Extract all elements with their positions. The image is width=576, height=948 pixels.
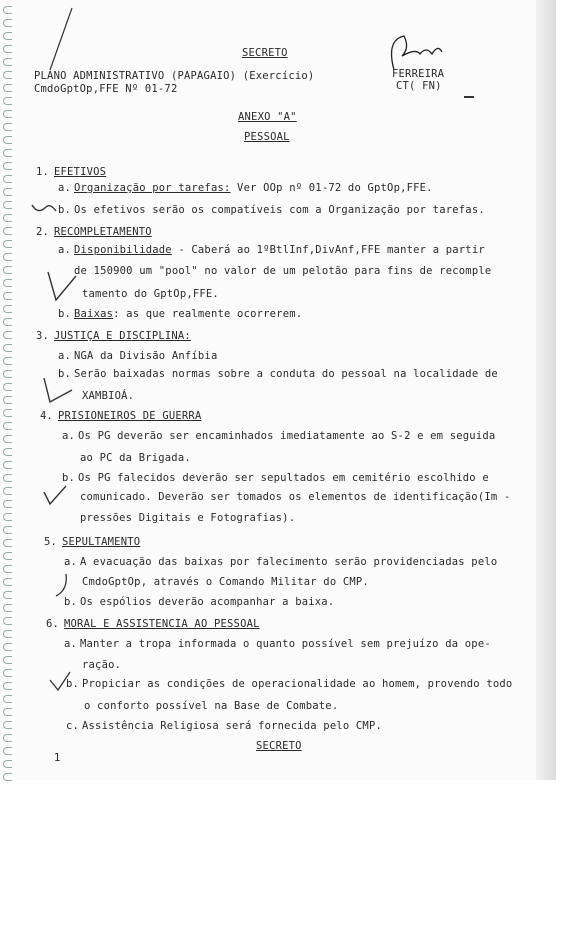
item-text: Serão baixadas normas sobre a conduta do pessoal na localidade de bbox=[74, 368, 498, 380]
item-text: de 150900 um "pool" no valor de um pelotão para fins de recomple bbox=[74, 265, 492, 277]
section-number: 4. bbox=[40, 410, 54, 422]
margin-slash-mark bbox=[20, 0, 80, 120]
item-text: ao PC da Brigada. bbox=[80, 452, 191, 464]
item-text: Assistência Religiosa será fornecida pelo CMP. bbox=[82, 720, 382, 732]
binding-hole bbox=[3, 266, 12, 274]
binding-hole bbox=[3, 409, 12, 417]
annex-title: PESSOAL bbox=[244, 131, 290, 143]
item-text: ração. bbox=[82, 659, 122, 671]
binding-hole bbox=[3, 695, 12, 703]
item-text: Os PG deverão ser encaminhados imediatamente ao S-2 e em seguida bbox=[78, 430, 496, 442]
binding-hole bbox=[3, 630, 12, 638]
item-text: tamento do GptOp,FFE. bbox=[82, 288, 219, 300]
item-text: - Caberá ao 1ºBtlInf,DivAnf,FFE manter a partir bbox=[171, 244, 485, 256]
binding-hole bbox=[3, 721, 12, 729]
item-label: a. bbox=[58, 350, 72, 362]
binding-hole bbox=[3, 253, 12, 261]
section-title-prisioneiros: PRISIONEIROS DE GUERRA bbox=[58, 410, 202, 422]
section-title-efetivos: EFETIVOS bbox=[54, 166, 107, 178]
binding-hole bbox=[3, 448, 12, 456]
binding-hole bbox=[3, 643, 12, 651]
item-text: : as que realmente ocorrerem. bbox=[113, 308, 303, 320]
section-number: 3. bbox=[36, 330, 50, 342]
binding-hole bbox=[3, 188, 12, 196]
item-label: c. bbox=[66, 720, 80, 732]
binding-hole bbox=[3, 565, 12, 573]
item-label: a. bbox=[64, 556, 78, 568]
binding-hole bbox=[3, 591, 12, 599]
binding-hole bbox=[3, 513, 12, 521]
binding-hole bbox=[3, 383, 12, 391]
binding-hole bbox=[3, 58, 12, 66]
item-text: Os espólios deverão acompanhar a baixa. bbox=[80, 596, 335, 608]
binding-hole bbox=[3, 162, 12, 170]
binding-hole bbox=[3, 604, 12, 612]
binding-hole bbox=[3, 45, 12, 53]
binding-hole bbox=[3, 734, 12, 742]
binding-hole bbox=[3, 84, 12, 92]
item-text: NGA da Divisão Anfíbia bbox=[74, 350, 218, 362]
dash-mark bbox=[464, 96, 474, 98]
binding-hole bbox=[3, 331, 12, 339]
item-heading: Organização por tarefas: bbox=[74, 182, 231, 194]
command-reference: CmdoGptOp,FFE Nº 01-72 bbox=[34, 83, 178, 95]
binding-hole bbox=[3, 292, 12, 300]
plan-title: PLANO ADMINISTRATIVO (PAPAGAIO) (Exercício) bbox=[34, 70, 315, 82]
binding-hole bbox=[3, 175, 12, 183]
binding-hole bbox=[3, 669, 12, 677]
binding-hole bbox=[3, 435, 12, 443]
binding-hole bbox=[3, 214, 12, 222]
item-text: Manter a tropa informada o quanto possível sem prejuízo da ope- bbox=[80, 638, 491, 650]
binding-hole bbox=[3, 110, 12, 118]
annex-label: ANEXO "A" bbox=[238, 111, 297, 123]
classification-top: SECRETO bbox=[242, 47, 288, 59]
section-number: 5. bbox=[44, 536, 58, 548]
binding-hole bbox=[3, 708, 12, 716]
binding-hole bbox=[3, 539, 12, 547]
binding-hole bbox=[3, 682, 12, 690]
binding-hole bbox=[3, 552, 12, 560]
item-text: CmdoGptOp, através o Comando Militar do CMP. bbox=[82, 576, 369, 588]
section-title-moral: MORAL E ASSISTENCIA AO PESSOAL bbox=[64, 618, 260, 630]
margin-check-mark bbox=[40, 482, 80, 512]
item-text: o conforto possível na Base de Combate. bbox=[84, 700, 339, 712]
binding-hole bbox=[3, 149, 12, 157]
item-label: b. bbox=[58, 204, 72, 216]
item-text: A evacuação das baixas por falecimento serão providenciadas pelo bbox=[80, 556, 498, 568]
binding-hole bbox=[3, 240, 12, 248]
binding-hole bbox=[3, 344, 12, 352]
item-text: pressões Digitais e Fotografias). bbox=[80, 512, 296, 524]
binding-hole bbox=[3, 461, 12, 469]
binding-hole bbox=[3, 526, 12, 534]
item-label: b. bbox=[58, 368, 72, 380]
item-label: a. bbox=[64, 638, 78, 650]
binding-hole bbox=[3, 357, 12, 365]
binding-hole bbox=[3, 487, 12, 495]
page-number: 1 bbox=[54, 752, 61, 764]
section-number: 2. bbox=[36, 226, 50, 238]
item-text: Ver OOp nº 01-72 do GptOp,FFE. bbox=[230, 182, 433, 194]
binding-hole bbox=[3, 747, 12, 755]
binding-holes bbox=[0, 0, 16, 780]
signer-rank: CT( FN) bbox=[396, 80, 442, 92]
section-title-justica: JUSTIÇA E DISCIPLINA: bbox=[54, 330, 191, 342]
item-text: comunicado. Deverão ser tomados os elementos de identificação(Im - bbox=[80, 491, 511, 503]
binding-hole bbox=[3, 19, 12, 27]
binding-hole bbox=[3, 760, 12, 768]
item-label: b. bbox=[66, 678, 80, 690]
item-label: b. bbox=[64, 596, 78, 608]
item-text: Os PG falecidos deverão ser sepultados em cemitério escolhido e bbox=[78, 472, 489, 484]
item-label: b. bbox=[58, 308, 72, 320]
binding-hole bbox=[3, 617, 12, 625]
binding-hole bbox=[3, 773, 12, 781]
section-title-sepultamento: SEPULTAMENTO bbox=[62, 536, 141, 548]
binding-hole bbox=[3, 318, 12, 326]
binding-hole bbox=[3, 370, 12, 378]
item-heading: Baixas bbox=[74, 308, 114, 320]
binding-hole bbox=[3, 97, 12, 105]
binding-hole bbox=[3, 305, 12, 313]
item-text: Propiciar as condições de operacionalidade ao homem, provendo todo bbox=[82, 678, 513, 690]
signer-name: FERREIRA bbox=[392, 68, 445, 80]
classification-bottom: SECRETO bbox=[256, 740, 302, 752]
binding-hole bbox=[3, 71, 12, 79]
binding-hole bbox=[3, 201, 12, 209]
item-label: a. bbox=[62, 430, 76, 442]
binding-hole bbox=[3, 227, 12, 235]
binding-hole bbox=[3, 279, 12, 287]
binding-hole bbox=[3, 422, 12, 430]
item-label: a. bbox=[58, 244, 72, 256]
section-title-recompletamento: RECOMPLETAMENTO bbox=[54, 226, 152, 238]
binding-hole bbox=[3, 474, 12, 482]
item-label: a. bbox=[58, 182, 72, 194]
item-heading: Disponibilidade bbox=[74, 244, 172, 256]
item-text: Os efetivos serão os compatíveis com a Organização por tarefas. bbox=[74, 204, 485, 216]
item-text: XAMBIOÁ. bbox=[82, 390, 135, 402]
binding-hole bbox=[3, 6, 12, 14]
binding-hole bbox=[3, 656, 12, 664]
binding-hole bbox=[3, 578, 12, 586]
section-number: 6. bbox=[46, 618, 60, 630]
page-edge-shadow bbox=[536, 0, 556, 780]
binding-hole bbox=[3, 123, 12, 131]
binding-hole bbox=[3, 32, 12, 40]
item-label: b. bbox=[62, 472, 76, 484]
binding-hole bbox=[3, 136, 12, 144]
binding-hole bbox=[3, 396, 12, 404]
section-number: 1. bbox=[36, 166, 50, 178]
binding-hole bbox=[3, 500, 12, 508]
